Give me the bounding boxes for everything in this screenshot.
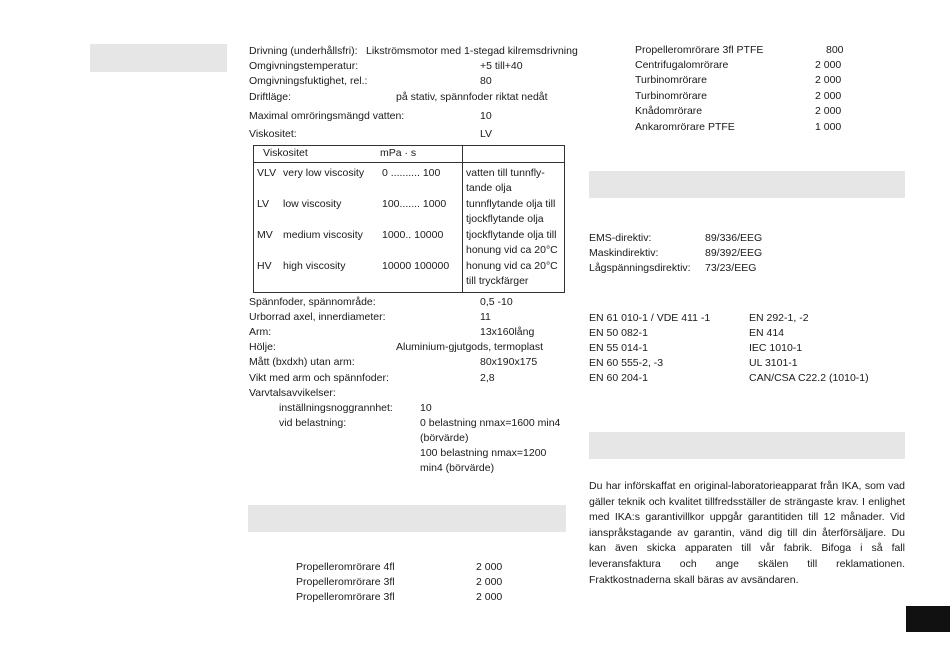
stirrer-name: Ankaromrörare PTFE — [635, 121, 735, 133]
standard-item: EN 60 555-2, -3 — [589, 357, 664, 369]
stirrer-speed: 1 000 — [815, 121, 842, 133]
spec-label: Spännfoder, spännområde: — [249, 296, 376, 308]
load-label: vid belastning: — [279, 417, 347, 429]
visc-desc: vatten till tunnfly-tande olja — [463, 162, 565, 197]
spec-value: Likströmsmotor med 1-stegad kilremsdrivning — [366, 45, 578, 57]
spec-value: 80 — [480, 75, 492, 87]
load-line: min4 (börvärde) — [420, 462, 495, 474]
stirrer-name: Propelleromrörare 4fl — [296, 561, 395, 573]
spec-value: 80x190x175 — [480, 356, 538, 368]
table-header-cell: Viskositet — [254, 146, 380, 163]
visc-name: very low viscosity — [283, 166, 365, 179]
directive-label: EMS-direktiv: — [589, 232, 652, 244]
visc-desc: tunnflytande olja till tjockflytande olja — [463, 197, 565, 228]
stirrer-name: Propelleromrörare 3fl — [296, 576, 395, 588]
standard-item: EN 60 204-1 — [589, 372, 648, 384]
visc-range: 10000 100000 — [379, 259, 463, 293]
table-row — [254, 197, 565, 228]
directive-value: 73/23/EEG — [705, 262, 757, 274]
visc-desc: honung vid ca 20°C till tryckfärger — [463, 259, 565, 293]
stirrer-speed: 2 000 — [476, 591, 503, 603]
spec-label: Omgivningstemperatur: — [249, 60, 359, 72]
visc-code: HV — [257, 259, 272, 272]
table-row — [254, 162, 565, 197]
spec-label: Vikt med arm och spännfoder: — [249, 372, 389, 384]
spec-label: Varvtalsavvikelser: — [249, 387, 336, 399]
stirrer-speed: 2 000 — [476, 561, 503, 573]
table-row — [254, 228, 565, 259]
standard-item: EN 61 010-1 / VDE 411 -1 — [589, 312, 711, 324]
stirrer-name: Propelleromrörare 3fl PTFE — [635, 44, 764, 56]
stirrer-name: Turbinomrörare — [635, 90, 707, 102]
stirrer-speed: 800 — [826, 44, 844, 56]
standard-item: EN 292-1, -2 — [749, 312, 809, 324]
standard-item: EN 55 014-1 — [589, 342, 648, 354]
spec-label: Arm: — [249, 326, 272, 338]
standard-item: CAN/CSA C22.2 (1010-1) — [749, 372, 869, 384]
spec-label: Maximal omröringsmängd vatten: — [249, 110, 405, 122]
visc-range: 100....... 1000 — [379, 197, 463, 228]
spec-value: 2,8 — [480, 372, 495, 384]
stirrer-speed: 2 000 — [476, 576, 503, 588]
spec-label: Mått (bxdxh) utan arm: — [249, 356, 355, 368]
table-header-cell — [463, 146, 565, 163]
standard-item: EN 50 082-1 — [589, 327, 648, 339]
visc-desc: tjockflytande olja till honung vid ca 20°C — [463, 228, 565, 259]
stirrer-speed: 2 000 — [815, 59, 842, 71]
standard-item: UL 3101-1 — [749, 357, 798, 369]
visc-range: 0 .......... 100 — [379, 162, 463, 197]
stirrer-speed: 2 000 — [815, 105, 842, 117]
warranty-paragraph: Du har införskaffat en original-laboratorieapparat från IKA, som vad gäller teknik och kvalitet tillfredsställer de strängaste krav. I enlighet med IKA:s garantivillkor uppgår garantitiden till 12 månader. Vid ianspråkstagande av garantin, vänd dig till din återförsäljare. Du kan även skicka apparaten till vår fabrik. Bifoga i så fall leveransfaktura och ange skälen till reklamationen. Fraktkostnaderna skall bäras av avsändaren. — [589, 480, 905, 586]
visc-code: LV — [257, 197, 270, 210]
visc-name: low viscosity — [283, 197, 342, 210]
spec-value: 13x160lång — [480, 326, 535, 338]
setting-accuracy-value: 10 — [420, 402, 432, 414]
table-header-cell: mPa · s — [379, 146, 463, 163]
spec-value: Aluminium-gjutgods, termoplast — [396, 341, 544, 353]
stirrer-name: Centrifugalomrörare — [635, 59, 729, 71]
spec-label: Hölje: — [249, 341, 276, 353]
visc-code: VLV — [257, 166, 277, 179]
setting-accuracy-label: inställningsnoggrannhet: — [279, 402, 393, 414]
visc-code: MV — [257, 228, 273, 241]
spec-label: Omgivningsfuktighet, rel.: — [249, 75, 368, 87]
directive-value: 89/392/EEG — [705, 247, 763, 259]
spec-label: Viskositet: — [249, 128, 297, 140]
table-row — [254, 259, 565, 293]
section-header-bar-1 — [90, 44, 227, 72]
spec-value: +5 till+40 — [480, 60, 523, 72]
spec-label: Driftläge: — [249, 91, 292, 103]
load-line: 100 belastning nmax=1200 — [420, 447, 547, 459]
viscosity-table — [253, 145, 565, 293]
stirrer-name: Propelleromrörare 3fl — [296, 591, 395, 603]
standard-item: EN 414 — [749, 327, 785, 339]
spec-label: Drivning (underhållsfri): — [249, 45, 358, 57]
visc-name: medium viscosity — [283, 228, 363, 241]
stirrer-name: Knådomrörare — [635, 105, 703, 117]
spec-value: på stativ, spännfoder riktat nedåt — [396, 91, 548, 103]
stirrer-speed: 2 000 — [815, 90, 842, 102]
directive-value: 89/336/EEG — [705, 232, 763, 244]
visc-name: high viscosity — [283, 259, 346, 272]
load-line: (börvärde) — [420, 432, 469, 444]
standard-item: IEC 1010-1 — [749, 342, 803, 354]
directive-label: Lågspänningsdirektiv: — [589, 262, 691, 274]
spec-value: 0,5 -10 — [480, 296, 513, 308]
spec-value: 11 — [480, 311, 491, 323]
load-line: 0 belastning nmax=1600 min4 — [420, 417, 561, 429]
section-header-bar-4 — [589, 432, 905, 459]
spec-value: LV — [480, 128, 493, 140]
stirrer-speed: 2 000 — [815, 74, 842, 86]
section-header-bar-3 — [589, 171, 905, 198]
spec-label: Urborrad axel, innerdiameter: — [249, 311, 386, 323]
directive-label: Maskindirektiv: — [589, 247, 659, 259]
page-edge-tab — [906, 606, 950, 632]
visc-range: 1000.. 10000 — [379, 228, 463, 259]
stirrer-name: Turbinomrörare — [635, 74, 707, 86]
spec-value: 10 — [480, 110, 492, 122]
section-header-bar-2 — [248, 505, 566, 532]
